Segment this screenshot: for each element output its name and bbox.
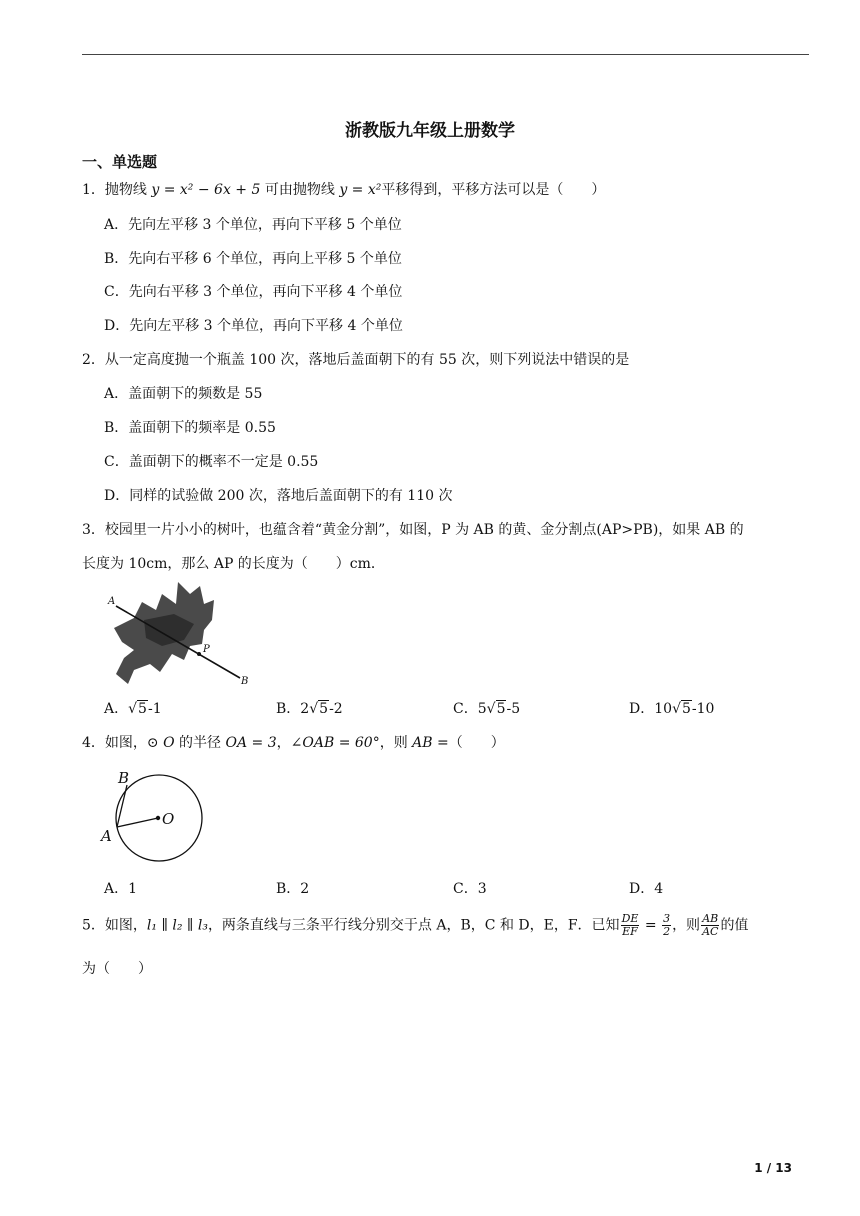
circle-figure [96, 764, 208, 868]
chord-ab [117, 785, 127, 827]
label-a: A [101, 827, 112, 845]
label-p: P [203, 644, 210, 655]
label-b: B [118, 769, 130, 787]
option-a[interactable]: A．1 [104, 881, 138, 897]
question-3-line-1: 3．校园里一片小小的树叶，也蕴含着“黄金分割”，如图，P 为 AB 的黄、金分割点(AP>PB)，如果 AB 的 [82, 522, 744, 538]
question-5-line-2: 为（ ） [82, 961, 152, 977]
question-4 [82, 732, 505, 752]
question-1 [82, 179, 605, 199]
label-o: O [162, 810, 175, 828]
equation: y = x² − 6x + 5 [151, 182, 261, 198]
fraction-3-2: $\frac{3}{2}$ [663, 912, 671, 938]
point-p [197, 652, 201, 656]
option-c[interactable]: C．先向右平移 3 个单位，再向下平移 4 个单位 [104, 284, 403, 300]
fraction-ab-ac: $\frac{AB}{AC}$ [702, 912, 719, 938]
label-b: B [241, 676, 249, 687]
question-3-line-2: 长度为 10cm，那么 AP 的长度为（ ）cm． [82, 556, 385, 572]
question-text: 4．如图， [82, 735, 147, 751]
question-text: ，则 [672, 917, 701, 934]
option-d[interactable]: D．同样的试验做 200 次，落地后盖面朝下的有 110 次 [104, 488, 453, 504]
center-point [156, 816, 160, 820]
question-text: ， [276, 735, 291, 751]
option-d[interactable]: D．10√5-10 [629, 701, 715, 717]
question-text: 抛物线 [104, 182, 152, 198]
equation: ⊙ O [146, 735, 175, 751]
option-b[interactable]: B．先向右平移 6 个单位，再向上平移 5 个单位 [104, 251, 402, 267]
option-c[interactable]: C．盖面朝下的概率不一定是 0.55 [104, 454, 319, 470]
question-text: 平移得到，平移方法可以是（ ） [381, 182, 606, 198]
question-text: ，则 [379, 735, 413, 751]
option-b[interactable]: B．2√5-2 [276, 701, 343, 717]
question-text: ，两条直线与三条平行线分别交于点 A，B，C 和 D，E，F．已知 [207, 917, 620, 934]
question-text: （ ） [448, 735, 505, 751]
section-title: 一、单选题 [82, 153, 158, 171]
page-number: 1 / 13 [754, 1161, 792, 1175]
option-c[interactable]: C．3 [453, 881, 487, 897]
equation: l₁ ∥ l₂ ∥ l₃ [146, 917, 208, 934]
option-a[interactable]: A．√5-1 [104, 701, 162, 717]
radius-oa [117, 818, 158, 827]
question-text: 的半径 [174, 735, 226, 751]
fraction-de-ef: $\frac{DE}{EF}$ [621, 912, 639, 938]
question-text: 可由抛物线 [260, 182, 340, 198]
option-b[interactable]: B．2 [276, 881, 310, 897]
equation: y = x² [339, 182, 382, 198]
option-a[interactable]: A．盖面朝下的频数是 55 [104, 386, 263, 402]
document-title: 浙教版九年级上册数学 [345, 121, 515, 141]
option-d[interactable]: D．4 [629, 881, 664, 897]
label-a: A [108, 596, 116, 607]
option-a[interactable]: A．先向左平移 3 个单位，再向下平移 5 个单位 [104, 217, 402, 233]
question-number: 1． [82, 182, 105, 198]
question-text: 的值 [720, 917, 749, 934]
question-5-line-1: 5．如图，l₁ ∥ l₂ ∥ l₃，两条直线与三条平行线分别交于点 A，B，C 和 D，E，F．已知 $\frac{DE}{EF}$ = $\frac{3}{2}$ ，则 $\frac{AB}{AC}$ 的值 [82, 912, 749, 938]
equation: OA = 3 [225, 735, 277, 751]
header-rule [82, 54, 809, 55]
maple-leaf-figure [104, 580, 264, 690]
question-text: 5．如图， [82, 917, 147, 934]
question-2: 2．从一定高度抛一个瓶盖 100 次，落地后盖面朝下的有 55 次，则下列说法中错误的是 [82, 352, 630, 368]
option-d[interactable]: D．先向左平移 3 个单位，再向下平移 4 个单位 [104, 318, 403, 334]
option-b[interactable]: B．盖面朝下的频率是 0.55 [104, 420, 276, 436]
option-c[interactable]: C．5√5-5 [453, 701, 521, 717]
equation: AB = [412, 735, 449, 751]
equation: ∠OAB = 60° [290, 735, 380, 751]
